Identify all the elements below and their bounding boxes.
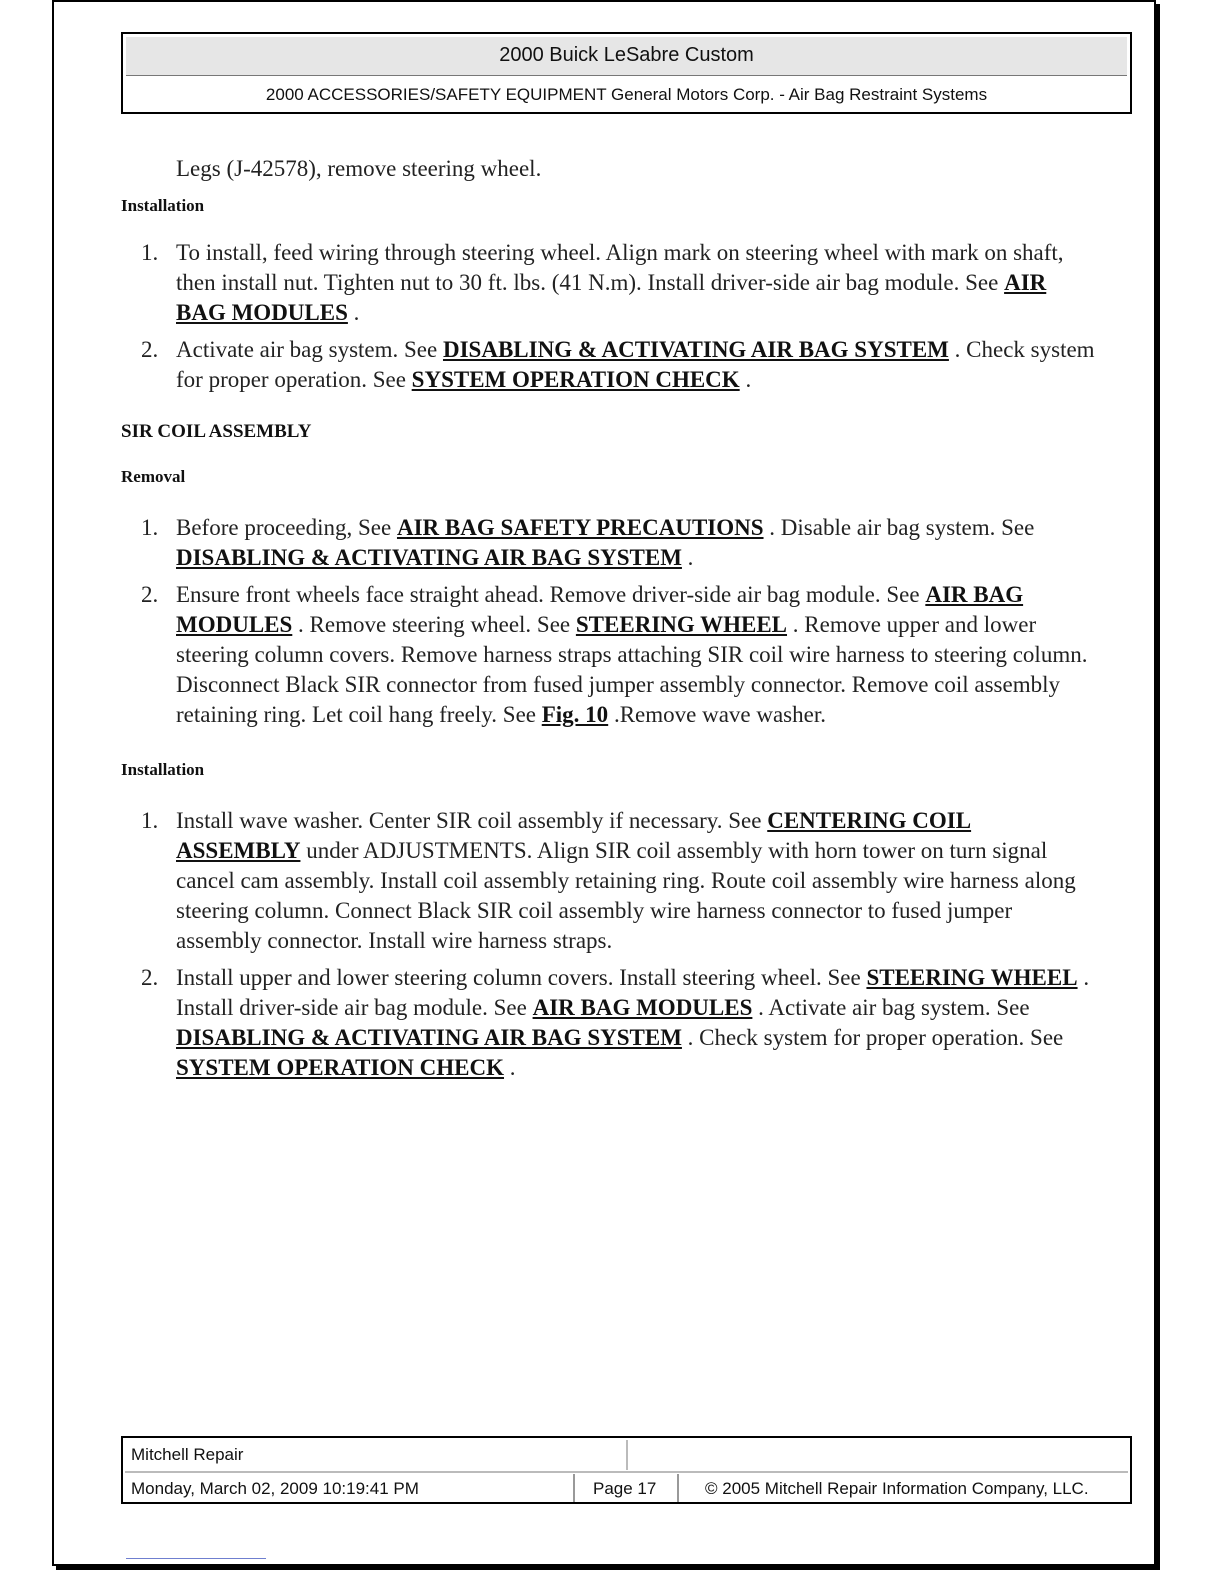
list-item [121,806,1096,956]
document-header [121,32,1132,114]
sir-removal-steps [121,513,1096,730]
steering-install-steps [121,238,1096,395]
step-text: . Check system for proper operation. See [681,1025,1064,1050]
step-text: .Remove wave washer. [608,702,826,727]
step-text: Activate air bag system. See [176,337,443,362]
step-text: Before proceeding, See [176,515,397,540]
link-air-bag-modules[interactable]: AIR BAG MODULES [176,582,1024,637]
step-text: . [681,545,694,570]
step-number: 1. [141,808,159,833]
installation-heading: Installation [121,760,205,779]
step-text: . Check system for proper operation. See [176,337,1095,392]
list-item [121,963,1096,1083]
removal-heading: Removal [121,467,186,486]
link-centering-coil[interactable]: CENTERING COIL ASSEMBLY [176,808,972,863]
step-text: . Disable air bag system. See [763,515,1035,540]
link-fig-10[interactable]: Fig. 10 [541,702,609,727]
link-air-bag-modules[interactable]: AIR BAG MODULES [532,995,753,1020]
sir-install-steps [121,806,1096,1083]
footer-date: Monday, March 02, 2009 10:19:41 PM [125,1474,575,1502]
document-body [121,150,1096,1090]
step-text: Ensure front wheels face straight ahead. Remove driver-side air bag module. See [176,582,926,607]
footer-company: Mitchell Repair [125,1440,628,1470]
footer-blank-cell [628,1440,1128,1470]
link-system-operation-check[interactable]: SYSTEM OPERATION CHECK [411,367,740,392]
step-text: . Remove upper and lower steering column covers. Remove harness straps attaching SIR coil wire harness to steering column. Disconnect Black SIR connector from fused jumper assembly connector. Remove coil assembly retaining ring. Let coil hang freely. See [176,612,1088,727]
step-text: To install, feed wiring through steering wheel. Align mark on steering wheel with mark on shaft, then install nut. Tighten nut to 30 ft. lbs. (41 N.m). Install driver-side air bag module. See [176,240,1064,295]
step-number: 2. [141,965,159,990]
page-shadow-bottom [56,1566,1160,1570]
link-disabling-activating[interactable]: DISABLING & ACTIVATING AIR BAG SYSTEM [176,545,682,570]
step-text: . [347,300,360,325]
installation-heading: Installation [121,196,205,215]
link-safety-precautions[interactable]: AIR BAG SAFETY PRECAUTIONS [396,515,764,540]
list-item [121,335,1096,395]
continued-text: Legs (J-42578), remove steering wheel. [176,156,542,181]
link-system-operation-check[interactable]: SYSTEM OPERATION CHECK [176,1055,505,1080]
link-steering-wheel[interactable]: STEERING WHEEL [575,612,788,637]
link-disabling-activating[interactable]: DISABLING & ACTIVATING AIR BAG SYSTEM [176,1025,682,1050]
section-subtitle: 2000 ACCESSORIES/SAFETY EQUIPMENT General Motors Corp. - Air Bag Restraint Systems [265,85,988,104]
document-footer [121,1436,1132,1504]
step-text: . Install driver-side air bag module. See [176,965,1090,1020]
list-item [121,580,1096,730]
step-text: . [504,1055,516,1080]
link-steering-wheel[interactable]: STEERING WHEEL [866,965,1078,990]
step-text: Install wave washer. Center SIR coil assembly if necessary. See [176,808,768,833]
step-number: 1. [141,515,159,540]
page-shadow-right [1156,4,1160,1570]
vehicle-title: 2000 Buick LeSabre Custom [126,37,1127,76]
list-item [121,513,1096,573]
step-number: 2. [141,337,159,362]
step-number: 2. [141,582,159,607]
step-text: . Remove steering wheel. See [292,612,576,637]
footer-page-number: Page 17 [577,1474,679,1502]
step-text: Install upper and lower steering column covers. Install steering wheel. See [176,965,867,990]
footer-copyright: © 2005 Mitchell Repair Information Company, LLC. [705,1479,1089,1498]
link-underline-decoration [126,1558,266,1559]
step-text: under ADJUSTMENTS. Align SIR coil assembly with horn tower on turn signal cancel cam assembly. Install coil assembly retaining ring. Route coil assembly wire harness along steering column. Connect Black SIR coil assembly wire harness connector to fused jumper assembly connector. Install wire harness straps. [176,838,1076,953]
link-disabling-activating[interactable]: DISABLING & ACTIVATING AIR BAG SYSTEM [442,337,949,362]
list-item [121,238,1096,328]
step-text: . Activate air bag system. See [752,995,1030,1020]
step-text: . [739,367,752,392]
step-number: 1. [141,240,159,265]
link-air-bag-modules[interactable]: AIR BAG MODULES [176,270,1047,325]
footer-row [123,1472,1130,1504]
sir-coil-heading: SIR COIL ASSEMBLY [121,421,312,442]
